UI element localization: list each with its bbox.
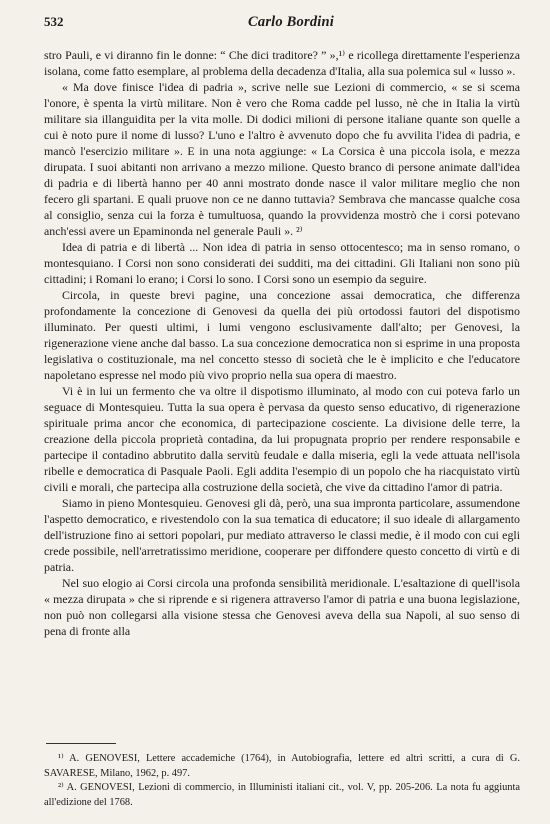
paragraph-quote-genovesi: « Ma dove finisce l'idea di padria », scrive nelle sue Lezioni di commercio, « se si scema l'onore, è spenta la virtù militare. Non è vero che Roma cadde pel lusso, nè che in Italia la virtù militare sia illanguidita per la vita molle. Di dodici milioni di persone italiane quante son quelle a cui è noto pure il nome di lusso? L'uno e l'altro è avvenuto dopo che fu avvilita l'idea di padria, e mancò l'esercizio militare ». E in una nota aggiunge: « La Corsica è una piccola isola, e mezza dirupata. I suoi abitanti non arrivano a mezzo milione. Questo branco di persone animate dall'idea di padria e di libertà hanno per 40 anni mostrato donde nasce il valor militare meglio che non fecero gli spartani. E quali pruove non ce ne danno tuttavia? Sembrava che mancasse qualche cosa al consiglio, senza cui la forza è tumultuosa, quando la provvidenza mostrò che i corsi potevano anch'essi avere un Epaminonda nel generale Pauli ». ²⁾ (44, 80, 520, 238)
footnote-2: ²⁾ A. GENOVESI, Lezioni di commercio, in Illuministi italiani cit., vol. V, pp. 205-206. La nota fu aggiunta all'edizione del 1768. (44, 782, 520, 808)
paragraph-continuation: stro Pauli, e vi diranno fin le donne: “ Che dici traditore? ” »,¹⁾ e ricollega direttamente l'esperienza isolana, come fatto esemplare, al problema della decadenza d'Italia, alla sua polemica sul « lusso ». (44, 48, 520, 78)
paragraph-fermento: Vi è in lui un fermento che va oltre il dispotismo illuminato, al modo con cui poteva farlo un seguace di Montesquieu. Tutta la sua opera è pervasa da questo senso educativo, di rigenerazione spirituale prima ancor che economica, di partecipazione cosciente. La divisione delle terre, la creazione della piccola proprietà contadina, da lui propugnata proprio per rendere responsabile e partecipe il contadino abbrutito dalla servitù feudale e dalla miseria, egli la vede attuata nell'isola ribelle e democratica di Pasquale Paoli. Egli addita l'esempio di un popolo che ha riacquistato virtù civili e morali, che partecipa alla costruzione della società, che vive da cittadino l'amor di patria. (44, 384, 520, 494)
running-title: Carlo Bordini (248, 14, 335, 30)
footnotes (44, 743, 520, 810)
paragraph-idea-di-patria: Idea di patria e di libertà ... Non idea di patria in senso ottocentesco; ma in senso romano, o montesquiano. I Corsi non sono considerati dei sudditi, ma dei cittadini. Gli Italiani non sono più cittadini; i Romani lo erano; i Corsi lo sono. I Corsi sono un esempio da seguire. (44, 240, 520, 286)
main-text (44, 47, 520, 639)
page-number: 532 (44, 14, 64, 29)
paragraph-elogio-corsi: Nel suo elogio ai Corsi circola una profonda sensibilità meridionale. L'esaltazione di quell'isola « mezza dirupata » che si riprende e si rigenera attraverso l'amor di patria e una buona legislazione, non può non collegarsi alla visione stessa che Genovesi aveva della sua Napoli, al suo senso di pena di fronte alla (44, 576, 520, 638)
paragraph-concezione-democratica: Circola, in queste brevi pagine, una concezione assai democratica, che differenza profondamente la concezione di Genovesi da quella dei più ortodossi fautori del dispotismo illuminato. Per questi ultimi, i lumi vengono esclusivamente dall'alto; per Genovesi, la rigenerazione viene anche dal basso. La sua concezione democratica non si esprime in una proposta legislativa o costituzionale, ma nel concetto stesso di società che le è implicito e che l'educatore napoletano espresse nel modo più vivo proprio nella sua opera di maestro. (44, 288, 520, 382)
footnote-1: ¹⁾ A. GENOVESI, Lettere accademiche (1764), in Autobiografia, lettere ed altri scritti, a cura di G. SAVARESE, Milano, 1962, p. 497. (44, 753, 520, 779)
page-header (44, 14, 520, 34)
paragraph-montesquieu: Siamo in pieno Montesquieu. Genovesi gli dà, però, una sua impronta particolare, assumendone l'aspetto democratico, e rivestendolo con la sua tematica di educatore; il suo ideale di allargamento dell'istruzione fino ai settori popolari, pur mediato attraverso le classi medie, è il modo con cui egli crede possibile, nell'arretratissimo meridione, cooperare per diffondere questo concetto di virtù e di patria. (44, 496, 520, 574)
footnote-divider (46, 743, 116, 744)
